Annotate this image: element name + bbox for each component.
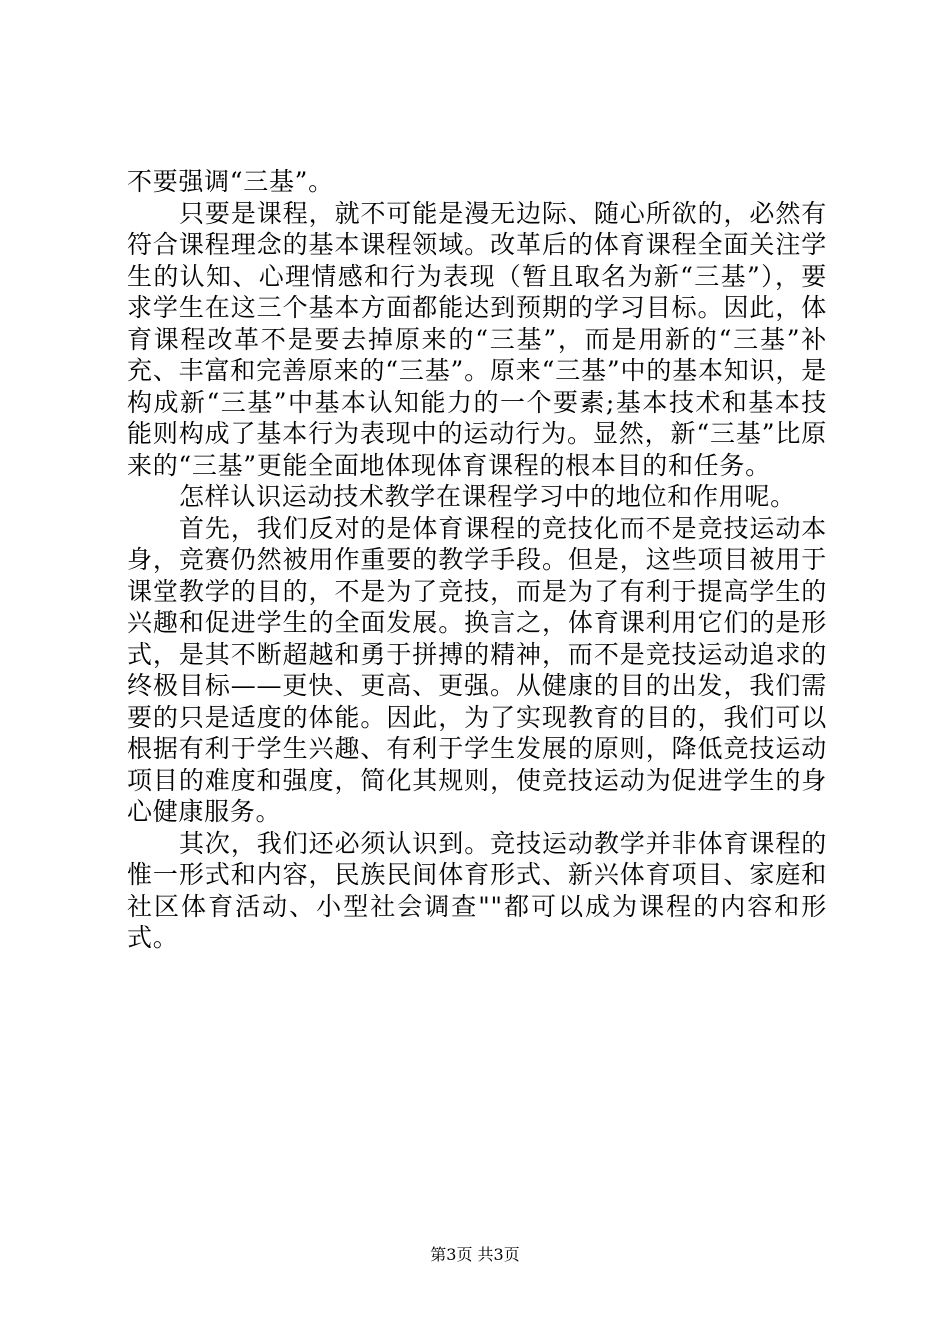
paragraph-4: 首先，我们反对的是体育课程的竞技化而不是竞技运动本身，竞赛仍然被用作重要的教学手段。但是，这些项目被用于课堂教学的目的，不是为了竞技，而是为了有利于提高学生的兴趣和促进学生的全面发展。换言之，体育课利用它们的是形式，是其不断超越和勇于拼搏的精神，而不是竞技运动追求的终极目标——更快、更高、更强。从健康的目的出发，我们需要的只是适度的体能。因此，为了实现教育的目的，我们可以根据有利于学生兴趣、有利于学生发展的原则，降低竞技运动项目的难度和强度，简化其规则，使竞技运动为促进学生的身心健康服务。 [127,513,827,826]
paragraph-2: 只要是课程，就不可能是漫无边际、随心所欲的，必然有符合课程理念的基本课程领域。改革后的体育课程全面关注学生的认知、心理情感和行为表现（暂且取名为新“三基”），要求学生在这三个基本方面都能达到预期的学习目标。因此，体育课程改革不是要去掉原来的“三基”，而是用新的“三基”补充、丰富和完善原来的“三基”。原来“三基”中的基本知识，是构成新“三基”中基本认知能力的一个要素;基本技术和基本技能则构成了基本行为表现中的运动行为。显然，新“三基”比原来的“三基”更能全面地体现体育课程的根本目的和任务。 [127,198,827,480]
paragraph-1: 不要强调“三基”。 [127,167,334,196]
page-footer: 第3页 共3页 [430,1245,520,1264]
paragraph-3: 怎样认识运动技术教学在课程学习中的地位和作用呢。 [179,482,796,511]
document-body [127,166,827,954]
paragraph-5: 其次，我们还必须认识到。竞技运动教学并非体育课程的惟一形式和内容，民族民间体育形式、新兴体育项目、家庭和社区体育活动、小型社会调查""都可以成为课程的内容和形式。 [127,828,827,952]
